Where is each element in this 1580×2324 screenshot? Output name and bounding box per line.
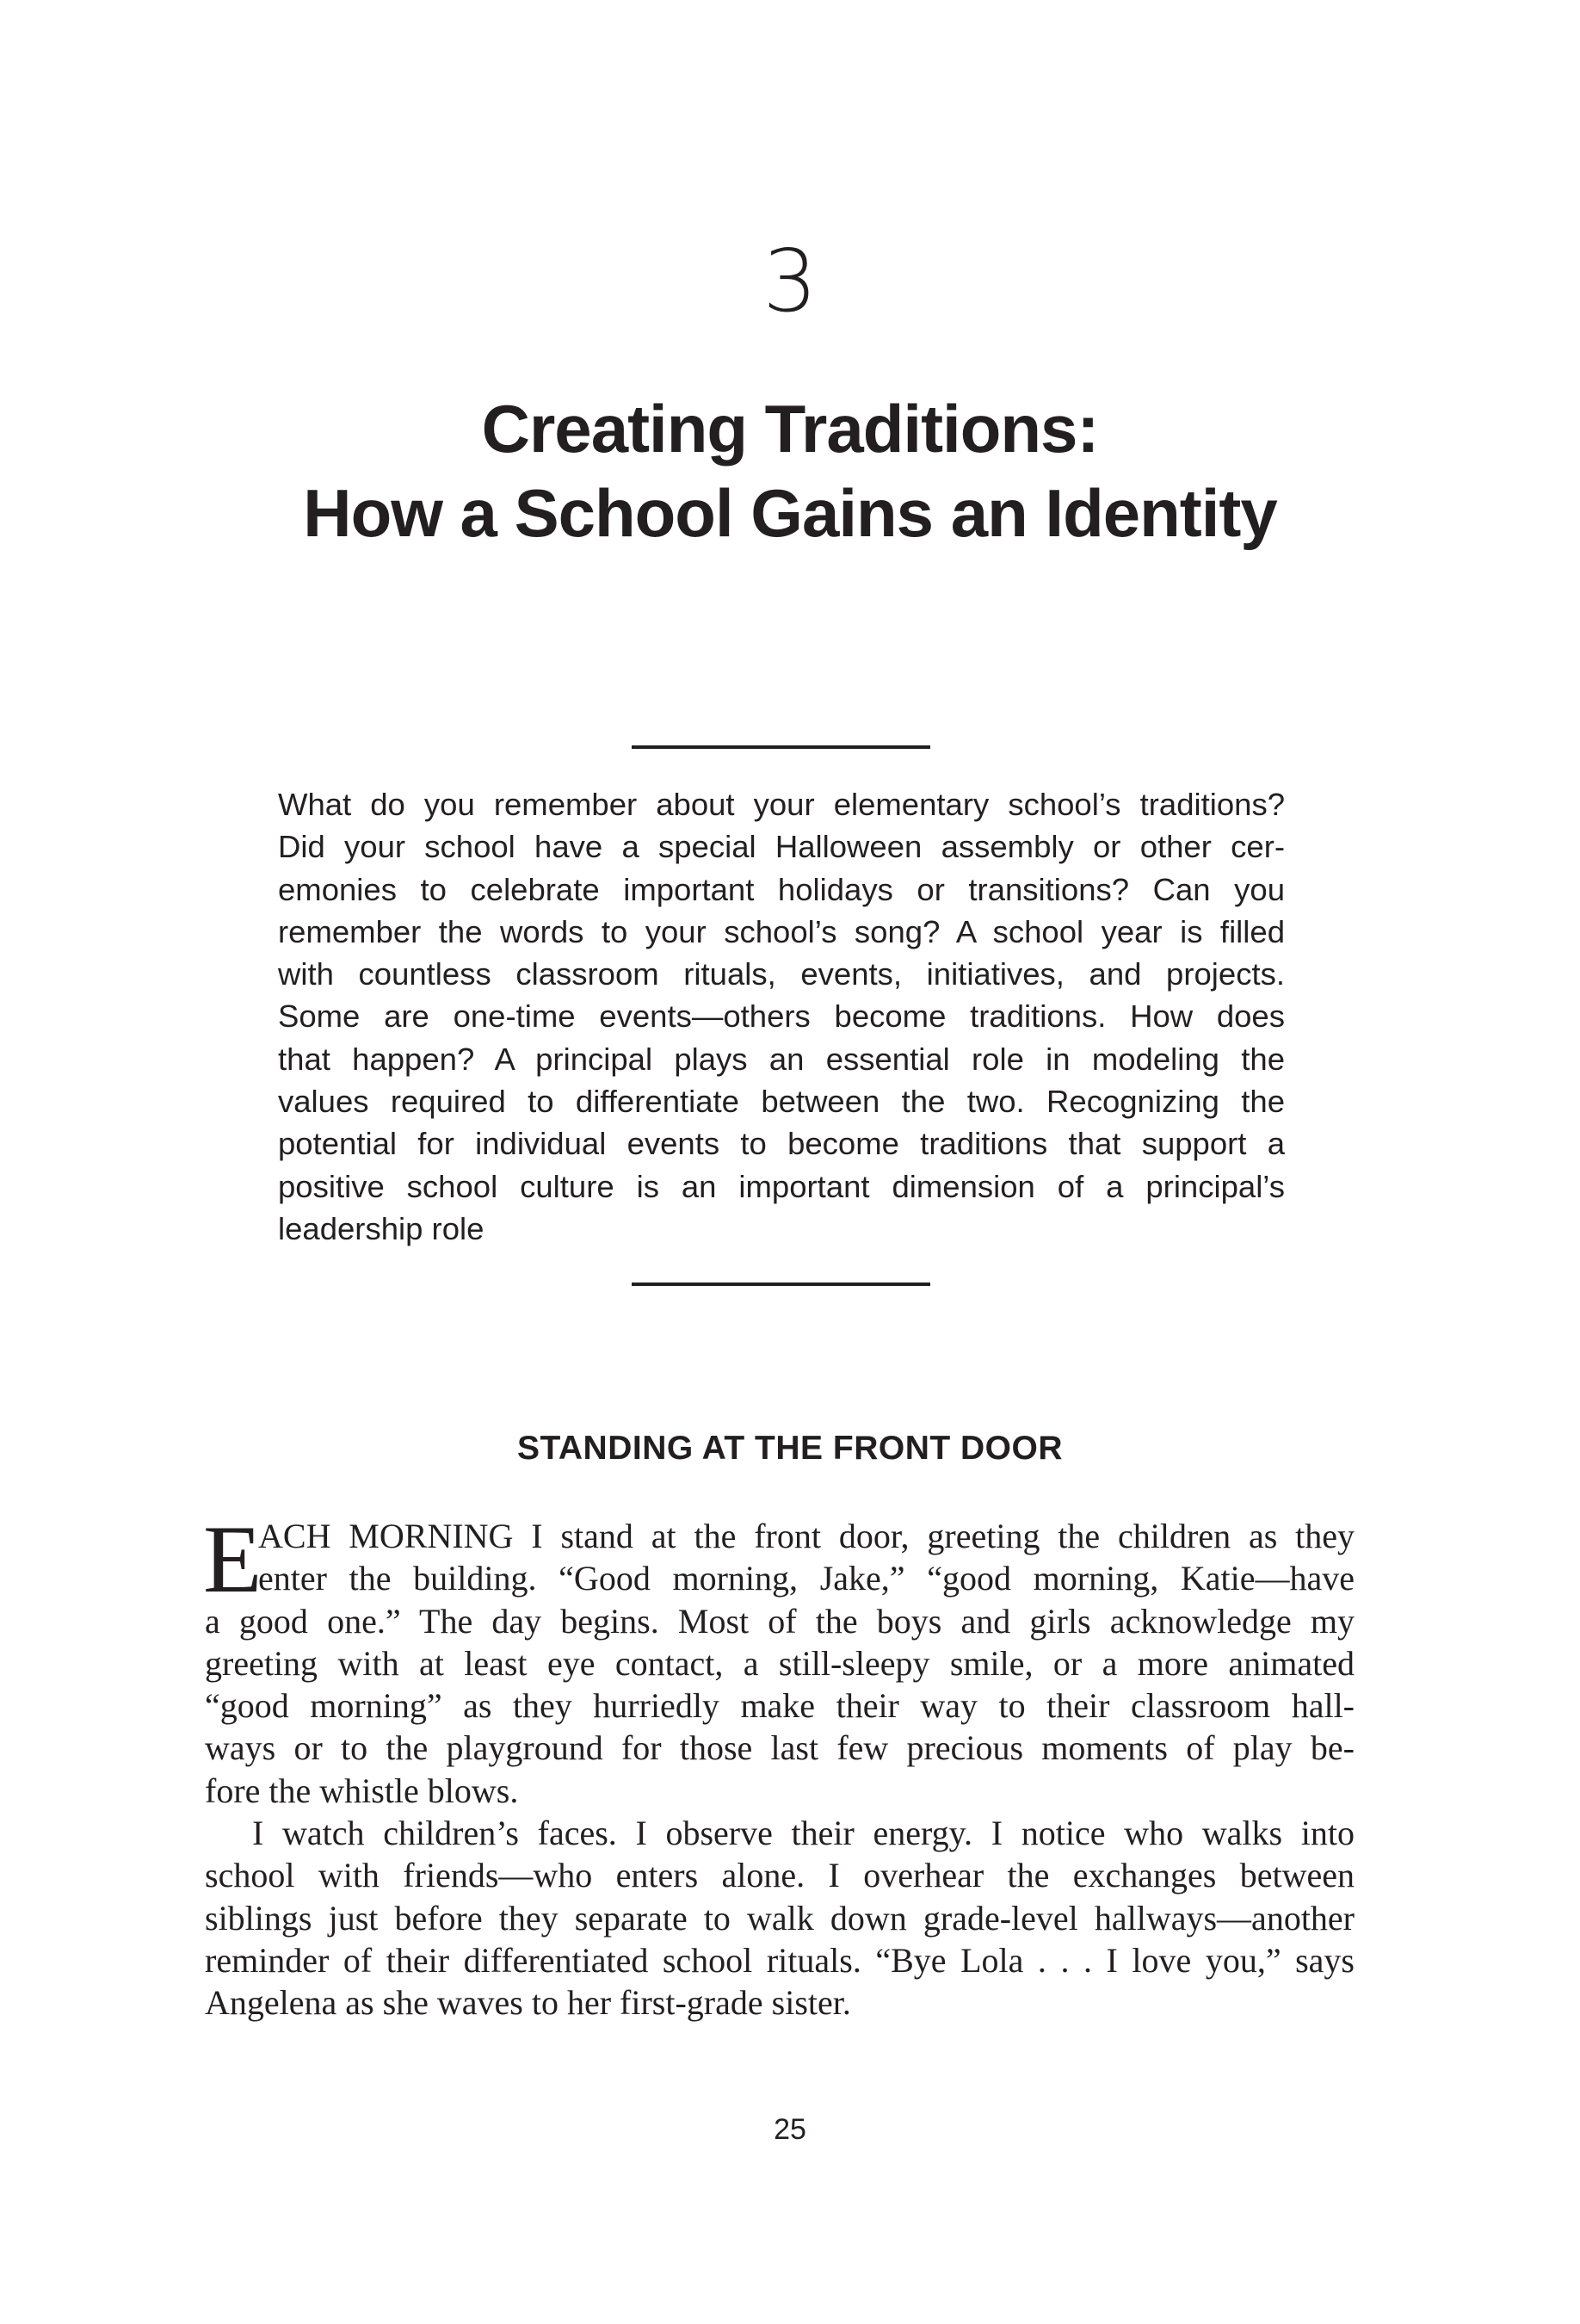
divider-rule-bottom <box>632 1283 930 1286</box>
intro-line: that happen? A principal plays an essential role in modeling the <box>278 1041 1285 1077</box>
intro-line: potential for individual events to become traditions that support a <box>278 1126 1285 1162</box>
body-line: siblings just before they separate to walk down grade-level hallways—another <box>205 1898 1355 1938</box>
drop-cap: E <box>203 1506 262 1613</box>
chapter-number: 3 <box>762 231 818 331</box>
intro-line: Some are one-time events—others become traditions. How does <box>278 998 1285 1035</box>
page-number: 25 <box>774 2113 806 2146</box>
body-line: “good morning” as they hurriedly make their way to their classroom hall- <box>205 1686 1355 1726</box>
chapter-title-line-2: How a School Gains an Identity <box>303 475 1277 551</box>
chapter-intro-paragraph <box>278 783 1285 1250</box>
intro-line: emonies to celebrate important holidays or transitions? Can you <box>278 871 1285 907</box>
body-line: ways or to the playground for those last few precious moments of play be- <box>205 1728 1355 1768</box>
section-heading: STANDING AT THE FRONT DOOR <box>516 1430 1064 1467</box>
intro-line: What do you remember about your elementary school’s traditions? <box>278 787 1285 822</box>
body-line: fore the whistle blows. <box>205 1771 519 1810</box>
body-line: I watch children’s faces. I observe their energy. I notice who walks into <box>252 1814 1355 1853</box>
body-line: reminder of their differentiated school rituals. “Bye Lola . . . I love you,” says <box>205 1940 1355 1980</box>
intro-line: leadership role <box>278 1210 484 1246</box>
body-line: ACH MORNING I stand at the front door, greeting the children as they <box>258 1517 1355 1555</box>
intro-line: values required to differentiate between the two. Recognizing the <box>278 1084 1285 1120</box>
body-line: enter the building. “Good morning, Jake,” “good morning, Katie—have <box>258 1559 1355 1598</box>
body-line: a good one.” The day begins. Most of the boys and girls acknowledge my <box>205 1601 1355 1641</box>
intro-line: remember the words to your school’s song? A school year is filled <box>278 913 1285 949</box>
divider-rule-top <box>632 745 930 749</box>
intro-line: with countless classroom rituals, events, initiatives, and projects. <box>278 956 1285 992</box>
body-line: school with friends—who enters alone. I overhear the exchanges between <box>205 1856 1355 1895</box>
body-text <box>205 1515 1355 2024</box>
chapter-title-line-1: Creating Traditions: <box>481 391 1099 467</box>
body-line: Angelena as she waves to her first-grade sister. <box>205 1983 851 2023</box>
intro-line: Did your school have a special Halloween assembly or other cer- <box>278 829 1285 865</box>
body-line: greeting with at least eye contact, a still-sleepy smile, or a more animated <box>205 1643 1355 1683</box>
intro-line: positive school culture is an important dimension of a principal’s <box>278 1168 1285 1204</box>
